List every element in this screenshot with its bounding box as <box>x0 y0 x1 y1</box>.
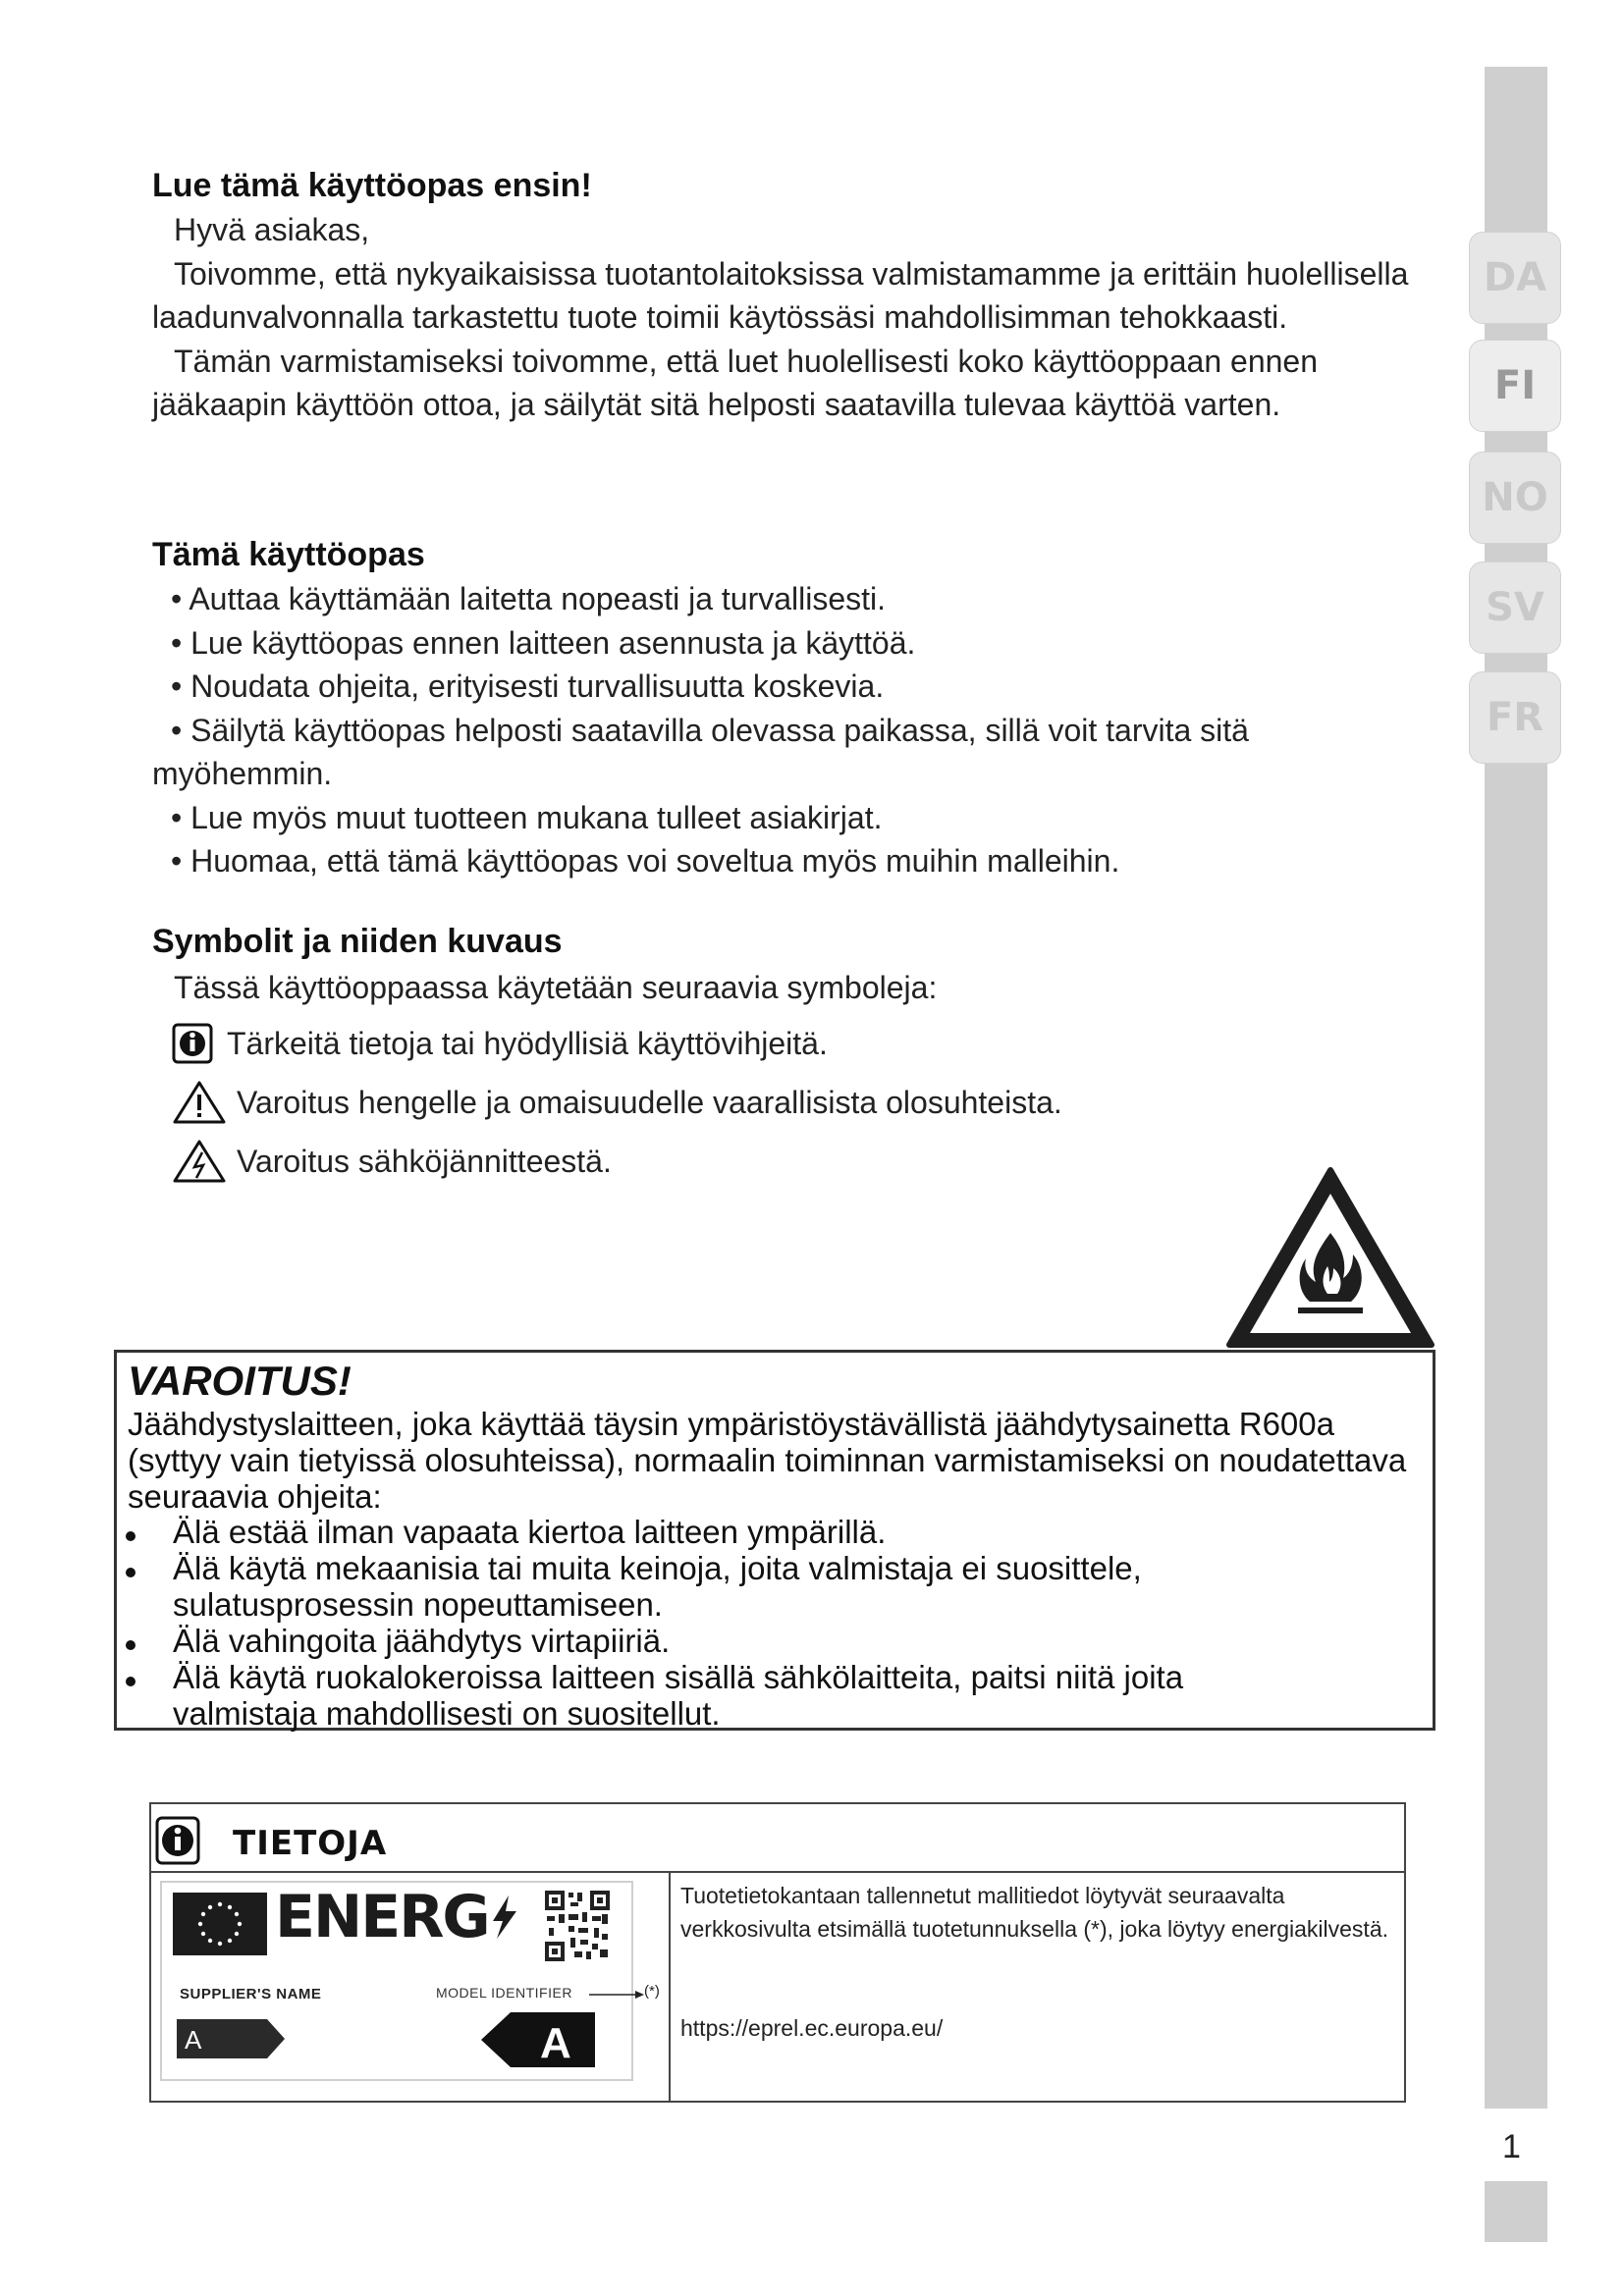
guide-bullet-3: • Noudata ohjeita, erityisesti turvallisuutta koskevia. <box>171 668 885 704</box>
warning-text: Jäähdystyslaitteen, joka käyttää täysin ympäristöystävällistä jäähdytysainetta R600a (syttyy vain tietyissä olosuhteissa), normaalin toiminnan varmistamiseksi on noudatettava seuraavia ohjeita: <box>128 1406 1407 1515</box>
guide-bullet-4: • Säilytä käyttöopas helposti saatavilla olevassa paikassa, sillä voit tarvita sitä <box>171 713 1249 748</box>
intro-paragraph-1: Toivomme, että nykyaikaisissa tuotantolaitoksissa valmistamamme ja erittäin huolellisella laadunvalvonnalla tarkastettu tuote toimii käytössäsi mahdollisimman tehokkaasti. <box>152 255 1409 335</box>
energy-class-large <box>481 2012 595 2067</box>
eu-flag-icon <box>173 1893 267 1955</box>
symbol-electric-text: Varoitus sähköjännitteestä. <box>237 1143 612 1179</box>
info-divider-horizontal <box>150 1871 1405 1873</box>
model-asterisk: (*) <box>644 1983 660 2000</box>
guide-bullet-4-cont: myöhemmin. <box>152 756 333 791</box>
symbol-row-electric <box>172 1139 612 1184</box>
svg-text:A: A <box>185 2025 202 2055</box>
warning-bullet-dot <box>126 1568 135 1577</box>
warning-item-3: Älä vahingoita jäähdytys virtapiiriä. <box>173 1623 671 1659</box>
info-divider-vertical <box>669 1872 671 2102</box>
guide-bullet-6: • Huomaa, että tämä käyttöopas voi soveltua myös muihin malleihin. <box>171 843 1120 879</box>
guide-bullet-1: • Auttaa käyttämään laitetta nopeasti ja turvallisesti. <box>171 581 887 616</box>
svg-text:A: A <box>540 2019 571 2067</box>
warning-bullet-dot <box>126 1677 135 1686</box>
intro-body <box>152 208 1424 427</box>
warning-item-2: Älä käytä mekaanisia tai muita keinoja, joita valmistaja ei suosittele, <box>173 1550 1142 1586</box>
flammable-warning-icon <box>1221 1164 1439 1351</box>
model-identifier-label: MODEL IDENTIFIER <box>436 1985 572 2001</box>
strip-footer <box>1485 2181 1547 2242</box>
qr-code-icon <box>545 1891 610 1961</box>
intro-heading: Lue tämä käyttöopas ensin! <box>152 167 592 204</box>
supplier-name-label: SUPPLIER'S NAME <box>180 1986 322 2002</box>
info-icon <box>155 1816 200 1865</box>
symbols-heading: Symbolit ja niiden kuvaus <box>152 923 563 960</box>
warning-bullet-dot <box>126 1640 135 1650</box>
symbol-warning-text: Varoitus hengelle ja omaisuudelle vaarallisista olosuhteista. <box>237 1084 1062 1120</box>
symbols-intro: Tässä käyttöoppaassa käytetään seuraavia symboleja: <box>174 970 938 1005</box>
guide-bullet-2: • Lue käyttöopas ennen laitteen asennusta ja käyttöä. <box>171 625 916 661</box>
warning-item-1: Älä estää ilman vapaata kiertoa laitteen ympärillä. <box>173 1514 887 1550</box>
lightning-icon <box>489 1894 518 1941</box>
symbol-info-text: Tärkeitä tietoja tai hyödyllisiä käyttövihjeitä. <box>227 1025 828 1061</box>
symbol-row-warning <box>172 1080 1062 1125</box>
page-number: 1 <box>1502 2128 1521 2165</box>
warning-item-2-cont: sulatusprosessin nopeuttamiseen. <box>173 1586 663 1623</box>
warning-item-4-cont: valmistaja mahdollisesti on suositellut. <box>173 1695 721 1732</box>
info-title: TIETOJA <box>233 1824 388 1863</box>
guide-bullet-5: • Lue myös muut tuotteen mukana tulleet asiakirjat. <box>171 800 883 835</box>
symbol-row-info <box>172 1023 828 1064</box>
lang-tab-da[interactable]: DA <box>1469 232 1561 324</box>
energy-class-small <box>177 2019 285 2058</box>
lang-tab-no[interactable]: NO <box>1469 452 1561 544</box>
lang-tab-sv[interactable]: SV <box>1469 561 1561 654</box>
electric-warning-icon <box>172 1139 227 1184</box>
warning-title: VAROITUS! <box>128 1358 352 1404</box>
energy-label-title: ENERG <box>275 1883 518 1951</box>
warning-triangle-icon <box>172 1080 227 1125</box>
info-icon <box>172 1023 213 1064</box>
info-text: Tuotetietokantaan tallennetut mallitiedot löytyvät seuraavalta verkkosivulta etsimällä tuotetunnuksella (*), joka löytyy energiakilvestä. <box>680 1883 1388 1942</box>
lang-tab-fi[interactable]: FI <box>1469 340 1561 432</box>
warning-bullet-dot <box>126 1531 135 1541</box>
eprel-link[interactable]: https://eprel.ec.europa.eu/ <box>680 2015 944 2041</box>
arrow-right-icon <box>589 1990 644 2000</box>
greeting: Hyvä asiakas, <box>174 212 370 247</box>
guide-heading: Tämä käyttöopas <box>152 536 425 573</box>
intro-paragraph-2: Tämän varmistamiseksi toivomme, että luet huolellisesti koko käyttöoppaan ennen jääkaapin käyttöön ottoa, ja säilytät sitä helposti saatavilla tulevaa käyttöä varten. <box>152 343 1319 422</box>
warning-item-4: Älä käytä ruokalokeroissa laitteen sisällä sähkölaitteita, paitsi niitä joita <box>173 1659 1184 1695</box>
lang-tab-fr[interactable]: FR <box>1469 671 1561 764</box>
